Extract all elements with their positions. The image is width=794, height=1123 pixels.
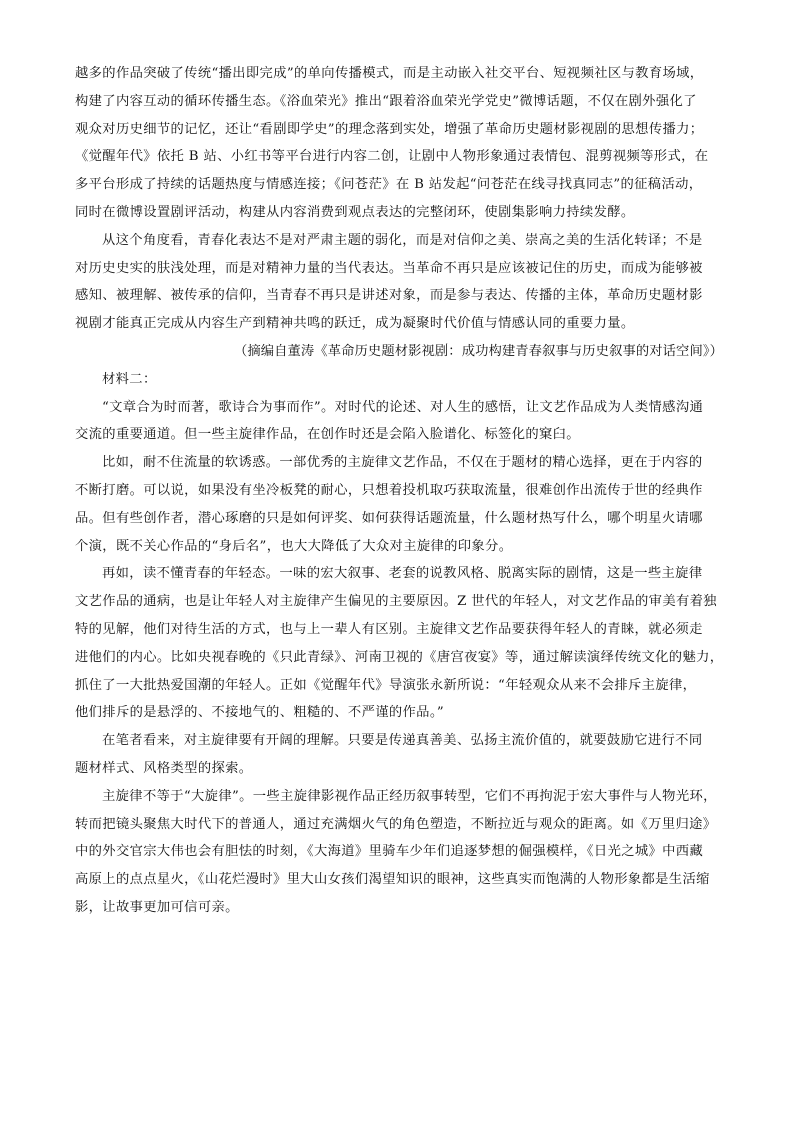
paragraph-traffic [75, 449, 723, 560]
text-line: 品。但有些创作者，潜心琢磨的只是如何评奖、如何获得话题流量，什么题材热写什么，哪个明星火请哪 [75, 510, 703, 526]
text-line: 主旋律不等于“大旋律”。一些主旋律影视作品正经历叙事转型，它们不再拘泥于宏大事件与人物光环， [102, 788, 717, 804]
paragraph-author-view [75, 727, 723, 783]
text-line: 影，让故事更加可信可亲。 [75, 899, 239, 915]
text-line: 视剧才能真正完成从内容生产到精神共鸣的跃迁，成为凝聚时代价值与情感认同的重要力量。 [75, 316, 635, 332]
source-citation: （摘编自董涛《革命历史题材影视剧：成功构建青春叙事与历史叙事的对话空间》） [233, 343, 723, 359]
text-line: 同时在微博设置剧评活动，构建从内容消费到观点表达的完整闭环，使剧集影响力持续发酵。 [75, 204, 635, 220]
text-line: 对历史史实的肤浅处理，而是对精神力量的当代表达。当革命不再只是应该被记住的历史，而成为能够被 [75, 260, 703, 276]
text-line: 高原上的点点星火，《山花烂漫时》里大山女孩们渴望知识的眼神，这些真实而饱满的人物形象都是生活缩 [75, 872, 710, 888]
text-line: 从这个角度看，青春化表达不是对严肃主题的弱化，而是对信仰之美、崇高之美的生活化转译；不是 [102, 232, 703, 248]
text-line: 《觉醒年代》依托 B 站、小红书等平台进行内容二创，让剧中人物形象通过表情包、混剪视频等形式，在 [75, 149, 709, 165]
text-line: 他们排斥的是悬浮的、不接地气的、粗糙的、不严谨的作品。” [75, 705, 444, 721]
text-line: 个演，既不关心作品的“身后名”，也大大降低了大众对主旋律的印象分。 [75, 538, 513, 554]
text-line: 在笔者看来，对主旋律要有开阔的理解。只要是传递真善美、弘扬主流价值的，就要鼓励它进行不同 [102, 733, 703, 749]
text-line: 构建了内容互动的循环传播生态。《浴血荣光》推出“跟着浴血荣光学党史”微博话题，不仅在剧外强化了 [75, 93, 697, 109]
paragraph-transmission [75, 60, 723, 227]
text-line: 文艺作品的通病，也是让年轻人对主旋律产生偏见的主要原因。Z 世代的年轻人，对文艺作品的审美有着独 [75, 594, 717, 610]
text-line: 交流的重要通道。但一些主旋律作品，在创作时还是会陷入脸谱化、标签化的窠臼。 [75, 427, 580, 443]
text-line: 比如，耐不住流量的软诱惑。一部优秀的主旋律文艺作品，不仅在于题材的精心选择，更在于内容的 [102, 455, 703, 471]
text-line: 特的见解，他们对待生活的方式，也与上一辈人有区别。主旋律文艺作品要获得年轻人的青睐，就必须走 [75, 621, 703, 637]
material-heading: 材料二： [102, 371, 157, 387]
paragraph-narrative-shift [75, 783, 723, 922]
paragraph-youth [75, 560, 723, 727]
document-page [75, 60, 723, 922]
text-line: 再如，读不懂青春的年轻态。一味的宏大叙事、老套的说教风格、脱离实际的剧情，这是一些主旋律 [102, 566, 703, 582]
text-line: 越多的作品突破了传统“播出即完成”的单向传播模式，而是主动嵌入社交平台、短视频社区与教育场域， [75, 66, 704, 81]
text-line: 抓住了一大批热爱国潮的年轻人。正如《觉醒年代》导演张永新所说：“年轻观众从来不会排斥主旋律， [75, 677, 697, 693]
text-line: “文章合为时而著，歌诗合为事而作”。对时代的论述、对人生的感悟，让文艺作品成为人类情感沟通 [102, 399, 704, 415]
text-line: 中的外交官宗大伟也会有胆怯的时刻，《大海道》里骑车少年们追逐梦想的倔强模样，《日光之城》中西藏 [75, 844, 704, 860]
text-line: 题材样式、风格类型的探索。 [75, 760, 253, 776]
paragraph-intro [75, 394, 723, 450]
text-line: 转而把镜头聚焦大时代下的普通人，通过充满烟火气的角色塑造，不断拉近与观众的距离。如《万里归途》 [75, 816, 717, 832]
text-line: 观众对历史细节的记忆，还让“看剧即学史”的理念落到实处，增强了革命历史题材影视剧的思想传播力； [75, 121, 704, 137]
text-line: 进他们的内心。比如央视春晚的《只此青绿》、河南卫视的《唐宫夜宴》等，通过解读演绎传统文化的魅力， [75, 649, 724, 665]
text-line: 感知、被理解、被传承的信仰，当青春不再只是讲述对象，而是参与表达、传播的主体，革命历史题材影 [75, 288, 703, 304]
text-line: 多平台形成了持续的话题热度与情感连接；《问苍茫》在 B 站发起“问苍茫在线寻找真同志”的征稿活动， [75, 177, 703, 193]
paragraph-youth-expression [75, 227, 723, 338]
text-line: 不断打磨。可以说，如果没有坐冷板凳的耐心，只想着投机取巧获取流量，很难创作出流传于世的经典作 [75, 482, 703, 498]
